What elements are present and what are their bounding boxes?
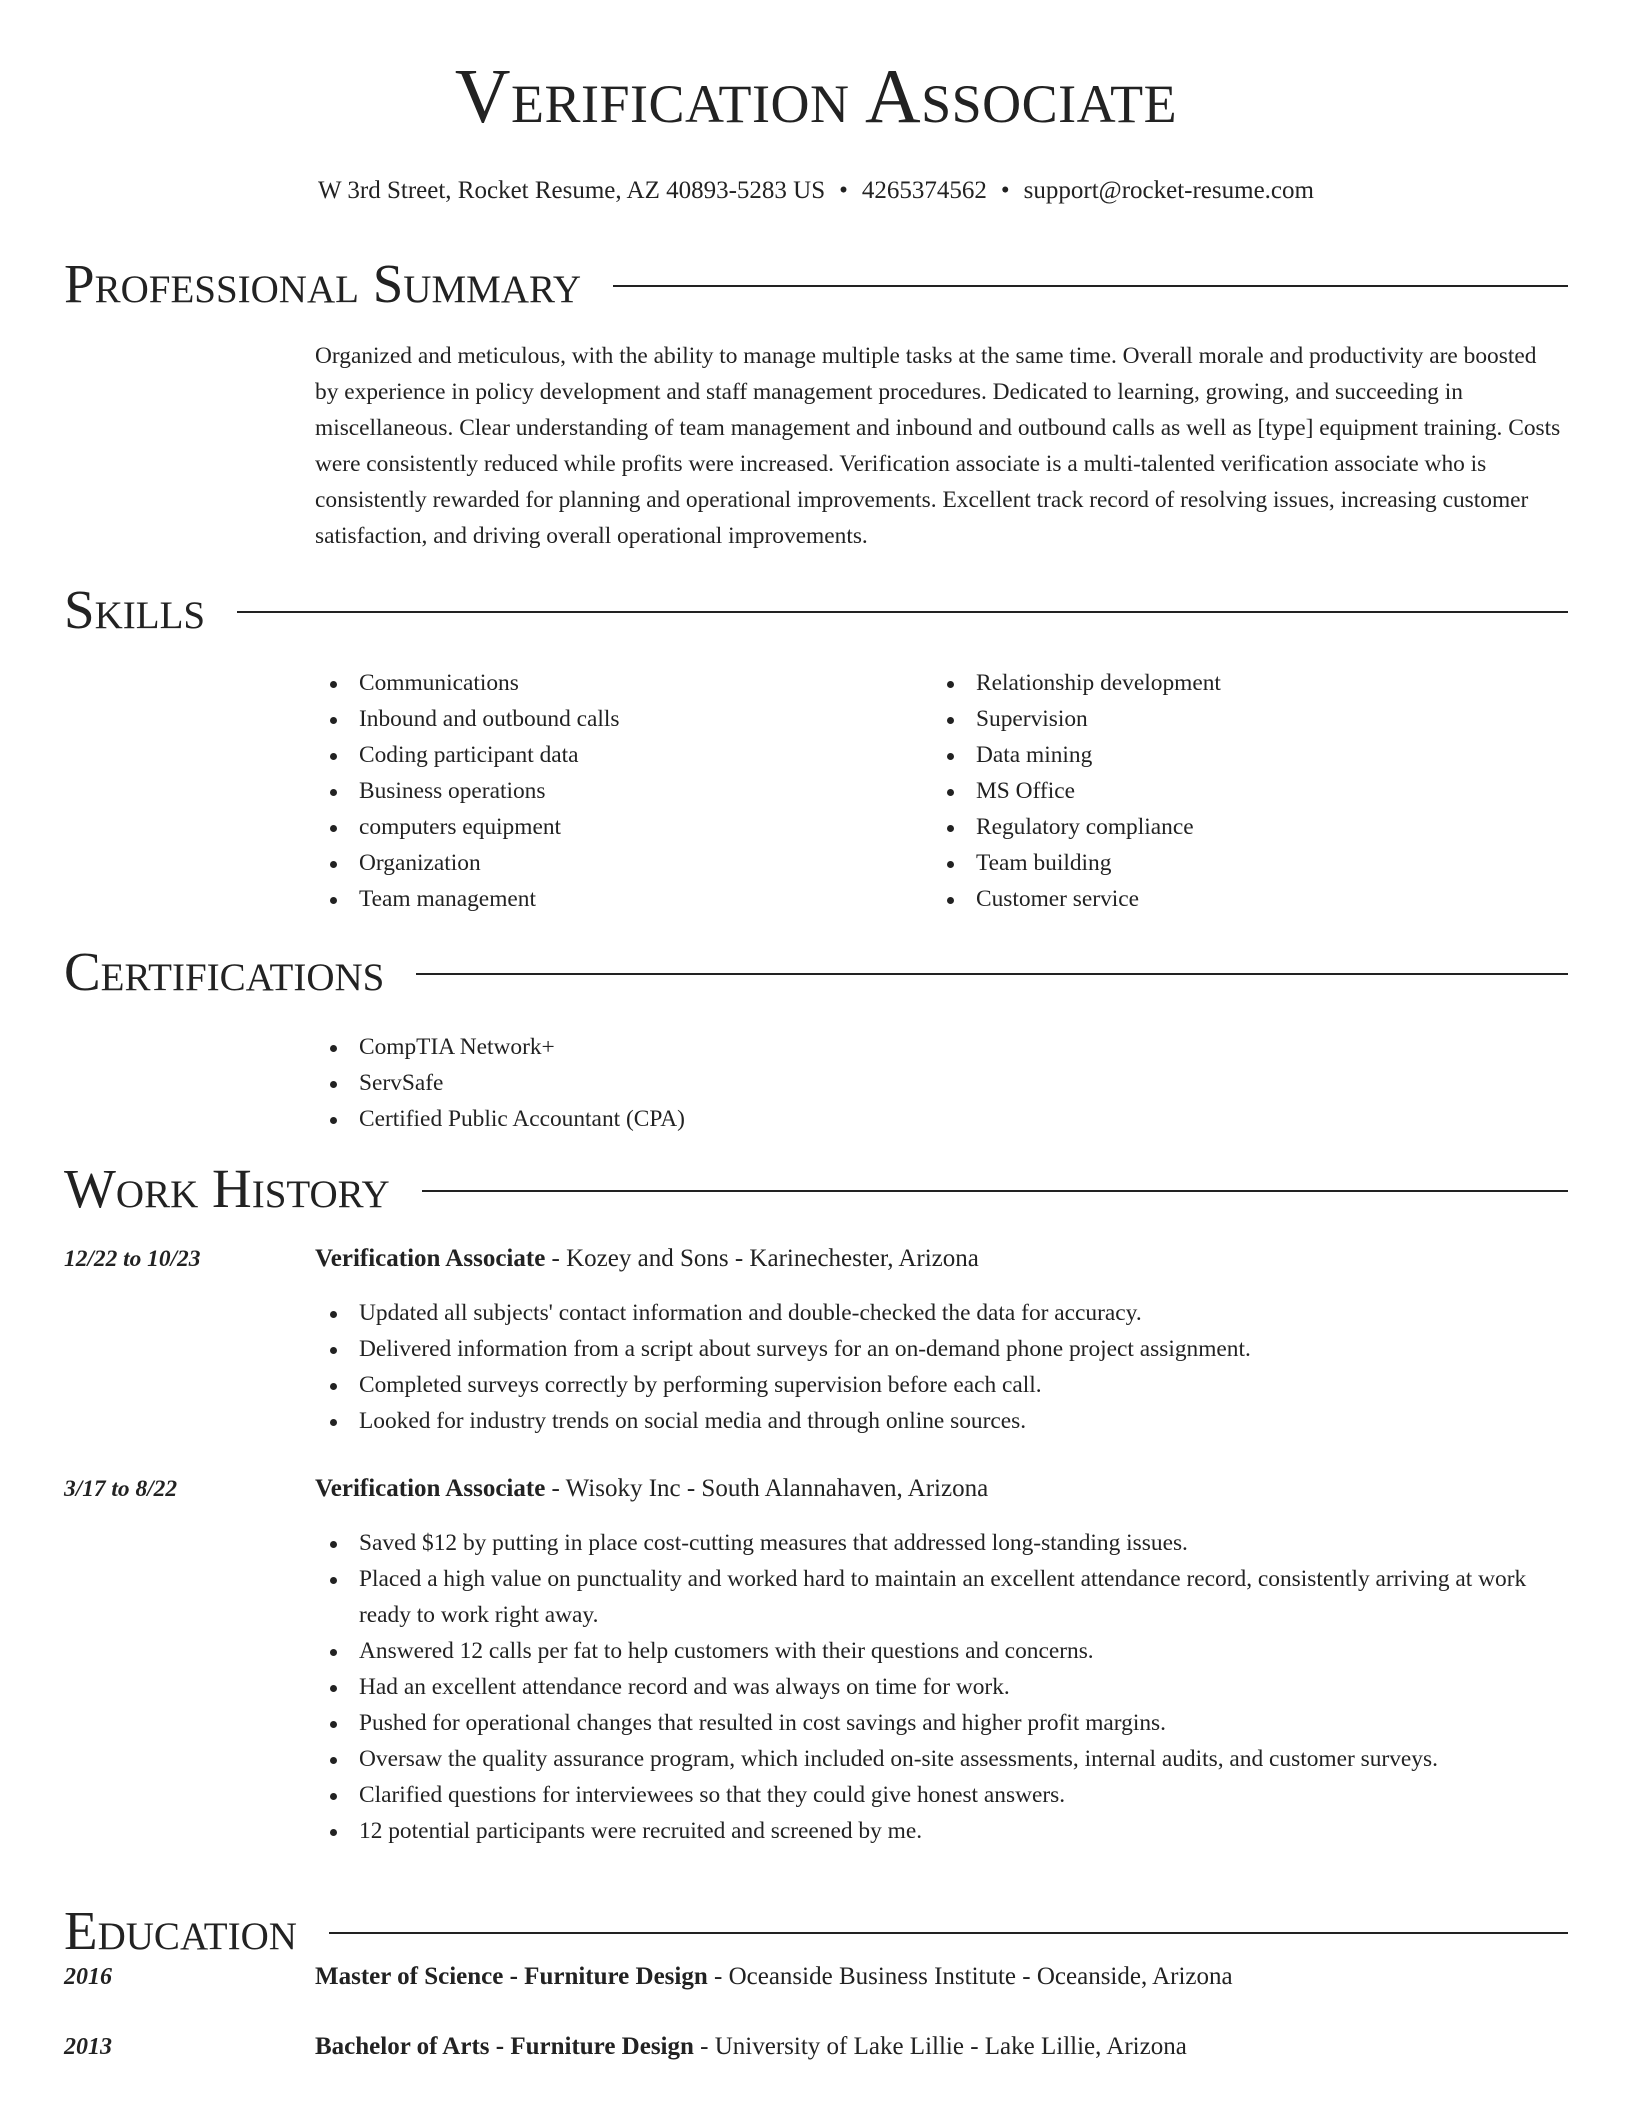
- skill-item: Data mining: [932, 737, 1512, 773]
- work-bullets: [315, 1525, 1565, 1849]
- section-header-skills: [64, 580, 1568, 640]
- section-title-summary: Professional Summary: [64, 253, 582, 314]
- section-header-summary: [64, 254, 1568, 314]
- section-title-work: Work History: [64, 1158, 390, 1219]
- work-bullet: Had an excellent attendance record and was always on time for work.: [315, 1669, 1565, 1705]
- education-year: 2013: [64, 2034, 112, 2060]
- contact-address: W 3rd Street, Rocket Resume, AZ 40893-5283 US: [318, 177, 826, 204]
- work-bullet: Placed a high value on punctuality and worked hard to maintain an excellent attendance record, consistently arriving at work ready to work right away.: [315, 1561, 1565, 1633]
- skill-item: Supervision: [932, 701, 1512, 737]
- section-header-education: [64, 1901, 1568, 1961]
- work-bullet: Completed surveys correctly by performing supervision before each call.: [315, 1367, 1565, 1403]
- education-details: - University of Lake Lillie - Lake Lillie, Arizona: [693, 2033, 1187, 2060]
- contact-separator: •: [839, 177, 848, 204]
- skill-item: Business operations: [315, 773, 895, 809]
- job-title: Verification Associate: [315, 1475, 546, 1502]
- work-dates: 3/17 to 8/22: [64, 1476, 178, 1502]
- certification-item: Certified Public Accountant (CPA): [315, 1101, 1215, 1137]
- work-heading: [315, 1471, 1565, 1507]
- job-details: - Wisoky Inc - South Alannahaven, Arizona: [545, 1475, 989, 1502]
- education-details: - Oceanside Business Institute - Oceanside, Arizona: [707, 1963, 1233, 1990]
- section-divider: [329, 1932, 1568, 1934]
- section-divider: [613, 285, 1568, 287]
- work-bullet: Saved $12 by putting in place cost-cutting measures that addressed long-standing issues.: [315, 1525, 1565, 1561]
- contact-separator: •: [1000, 177, 1010, 204]
- skill-item: Coding participant data: [315, 737, 895, 773]
- certification-item: ServSafe: [315, 1065, 1215, 1101]
- work-bullet: Answered 12 calls per fat to help customers with their questions and concerns.: [315, 1633, 1565, 1669]
- certification-item: CompTIA Network+: [315, 1029, 1215, 1065]
- education-heading: [315, 2029, 1565, 2065]
- job-title: Verification Associate: [315, 1245, 546, 1272]
- skill-item: Customer service: [932, 881, 1512, 917]
- skill-item: Team building: [932, 845, 1512, 881]
- skill-item: computers equipment: [315, 809, 895, 845]
- section-title-education: Education: [64, 1900, 297, 1961]
- section-divider: [422, 1190, 1568, 1192]
- skills-list-left: [315, 665, 895, 917]
- education-heading: [315, 1959, 1565, 1995]
- certifications-list: [315, 1029, 1215, 1137]
- skills-list-right: [932, 665, 1512, 917]
- section-title-skills: Skills: [64, 579, 206, 640]
- contact-email: support@rocket-resume.com: [1023, 177, 1314, 204]
- resume-title: Verification Associate: [454, 53, 1178, 139]
- skill-item: MS Office: [932, 773, 1512, 809]
- work-bullet: Delivered information from a script about surveys for an on-demand phone project assignment.: [315, 1331, 1565, 1367]
- skill-item: Regulatory compliance: [932, 809, 1512, 845]
- skill-item: Communications: [315, 665, 895, 701]
- work-heading: [315, 1241, 1565, 1277]
- work-bullet: Updated all subjects' contact information and double-checked the data for accuracy.: [315, 1295, 1565, 1331]
- skill-item: Relationship development: [932, 665, 1512, 701]
- work-bullet: 12 potential participants were recruited and screened by me.: [315, 1813, 1565, 1849]
- summary-text: Organized and meticulous, with the ability to manage multiple tasks at the same time. Overall morale and productivity are boosted by experience in policy development and staff management procedures. Dedicated to learning, growing, and succeeding in miscellaneous. Clear understanding of team management and inbound and outbound calls as well as [type] equipment training. Costs were consistently reduced while profits were increased. Verification associate is a multi-talented verification associate who is consistently rewarded for planning and operational improvements. Excellent track record of resolving issues, increasing customer satisfaction, and driving overall operational improvements.: [315, 343, 1561, 549]
- section-divider: [416, 973, 1568, 975]
- section-divider: [237, 611, 1568, 613]
- skill-item: Organization: [315, 845, 895, 881]
- degree-title: Master of Science - Furniture Design: [315, 1963, 708, 1990]
- skill-item: Team management: [315, 881, 895, 917]
- contact-line: [0, 176, 1632, 206]
- section-header-work: [64, 1159, 1568, 1219]
- degree-title: Bachelor of Arts - Furniture Design: [315, 2033, 694, 2060]
- education-year: 2016: [64, 1964, 112, 1990]
- skill-item: Inbound and outbound calls: [315, 701, 895, 737]
- work-bullet: Looked for industry trends on social media and through online sources.: [315, 1403, 1565, 1439]
- section-header-certifications: [64, 942, 1568, 1002]
- contact-phone: 4265374562: [861, 177, 987, 204]
- work-dates: 12/22 to 10/23: [64, 1246, 201, 1272]
- work-bullet: Pushed for operational changes that resulted in cost savings and higher profit margins.: [315, 1705, 1565, 1741]
- work-bullet: Oversaw the quality assurance program, which included on-site assessments, internal audits, and customer surveys.: [315, 1741, 1565, 1777]
- job-details: - Kozey and Sons - Karinechester, Arizona: [545, 1245, 979, 1272]
- work-bullet: Clarified questions for interviewees so that they could give honest answers.: [315, 1777, 1565, 1813]
- section-title-certifications: Certifications: [64, 941, 385, 1002]
- work-bullets: [315, 1295, 1565, 1439]
